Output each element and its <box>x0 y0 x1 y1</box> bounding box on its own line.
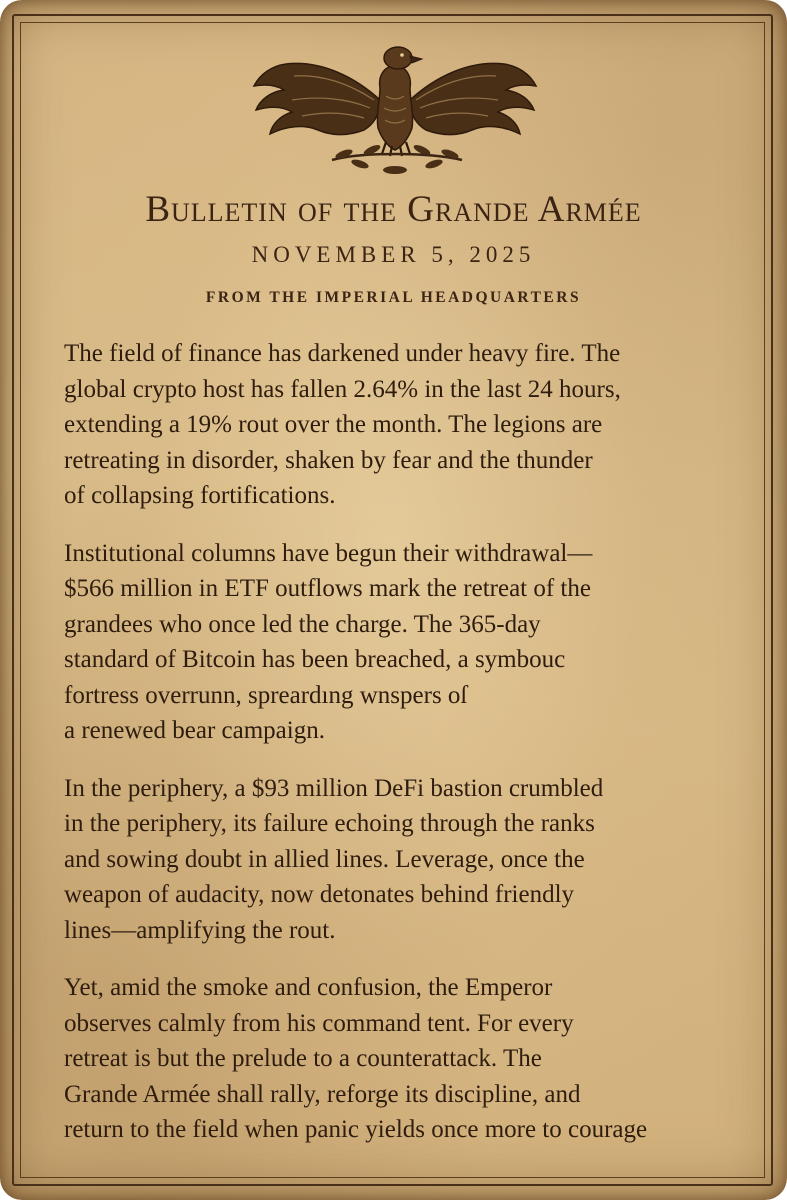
bulletin-title: Bulletin of the Grande Armée <box>145 189 642 230</box>
text-line: a renewed bear campaign. <box>64 717 325 744</box>
text-line: In the periphery, a $93 million DeFi bastion crumbled <box>64 774 604 802</box>
text-line: observes calmly from his command tent. For every <box>64 1009 574 1037</box>
text-line: of collapsing fortifications. <box>64 482 336 509</box>
text-line: Yet, amid the smoke and confusion, the Emperor <box>64 974 553 1001</box>
text-line: weapon of audacity, now detonates behind friendly <box>64 881 575 908</box>
text-line: retreating in disorder, shaken by fear and the thunder <box>64 446 593 474</box>
bulletin-date: NOVEMBER 5, 2025 <box>251 242 536 267</box>
bulletin-origin: FROM THE IMPERIAL HEADQUARTERS <box>205 289 582 306</box>
text-line: fortress overrunn, spreardıng wnspers oſ <box>64 681 468 709</box>
paragraph-1 <box>64 336 764 514</box>
text-line: Institutional columns have begun their withdrawal— <box>64 539 593 567</box>
bulletin-body <box>64 336 764 1170</box>
imperial-eagle-icon <box>252 38 538 178</box>
text-line: $566 million in ETF outflows mark the retreat of the <box>64 575 591 602</box>
text-line: return to the field when panic yields once more to courage <box>64 1116 648 1143</box>
text-line: The field of finance has darkened under heavy fire. The <box>64 340 621 367</box>
paragraph-4 <box>64 970 764 1148</box>
text-line: retreat is but the prelude to a counterattack. The <box>64 1045 542 1072</box>
text-line: lines—amplifying the rout. <box>64 916 336 944</box>
text-line: in the periphery, its failure echoing through the ranks <box>64 810 595 837</box>
text-line: Grande Armée shall rally, reforge its discipline, and <box>64 1080 581 1108</box>
text-line: global crypto host has fallen 2.64% in the last 24 hours, <box>64 375 621 403</box>
text-line: extending a 19% rout over the month. The legions are <box>64 411 603 438</box>
text-line: and sowing doubt in allied lines. Leverage, once the <box>64 845 585 873</box>
text-line: grandees who once led the charge. The 365-day <box>64 610 541 638</box>
text-line: standard of Bitcoin has been breached, a symbouc <box>64 646 566 673</box>
paragraph-3 <box>64 771 764 949</box>
paragraph-2 <box>64 536 764 749</box>
